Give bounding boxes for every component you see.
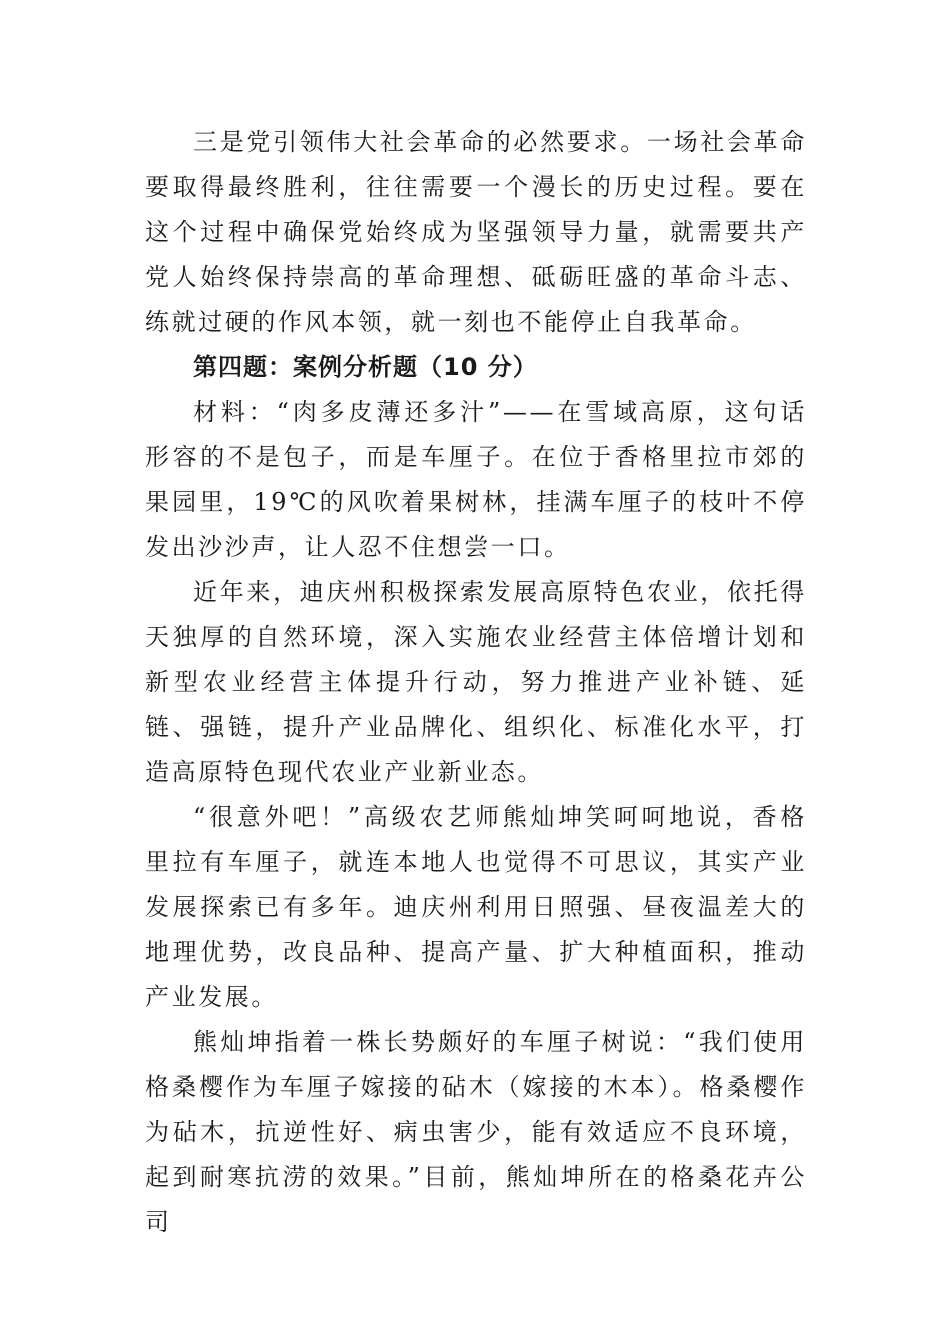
document-body (145, 120, 807, 1245)
paragraph-plateau-agriculture: 近年来，迪庆州积极探索发展高原特色农业，依托得天独厚的自然环境，深入实施农业经营主体倍增计划和新型农业经营主体提升行动，努力推进产业补链、延链、强链，提升产业品牌化、组织化、标准化水平，打造高原特色现代农业产业新业态。 (145, 578, 807, 786)
paragraph-agronomist-quote: “很意外吧！”高级农艺师熊灿坤笑呵呵地说，香格里拉有车厘子，就连本地人也觉得不可思议，其实产业发展探索已有多年。迪庆州利用日照强、昼夜温差大的地理优势，改良品种、提高产量、扩大种植面积，推动产业发展。 (145, 803, 807, 1011)
paragraph-material-intro: 材料：“肉多皮薄还多汁”——在雪域高原，这句话形容的不是包子，而是车厘子。在位于香格里拉市郊的果园里，19℃的风吹着果树林，挂满车厘子的枝叶不停发出沙沙声，让人忍不住想尝一口。 (145, 398, 807, 561)
paragraph-self-revolution: 三是党引领伟大社会革命的必然要求。一场社会革命要取得最终胜利，往往需要一个漫长的历史过程。要在这个过程中确保党始终成为坚强领导力量，就需要共产党人始终保持崇高的革命理想、砥砺旺盛的革命斗志、练就过硬的作风本领，就一刻也不能停止自我革命。 (145, 128, 807, 336)
paragraph-rootstock: 熊灿坤指着一株长势颇好的车厘子树说：“我们使用格桑樱作为车厘子嫁接的砧木（嫁接的木本）。格桑樱作为砧木，抗逆性好、病虫害少，能有效适应不良环境，起到耐寒抗涝的效果。”目前，熊灿坤所在的格桑花卉公司 (145, 1028, 807, 1236)
section-heading-case-analysis: 第四题：案例分析题（10 分） (193, 353, 538, 381)
